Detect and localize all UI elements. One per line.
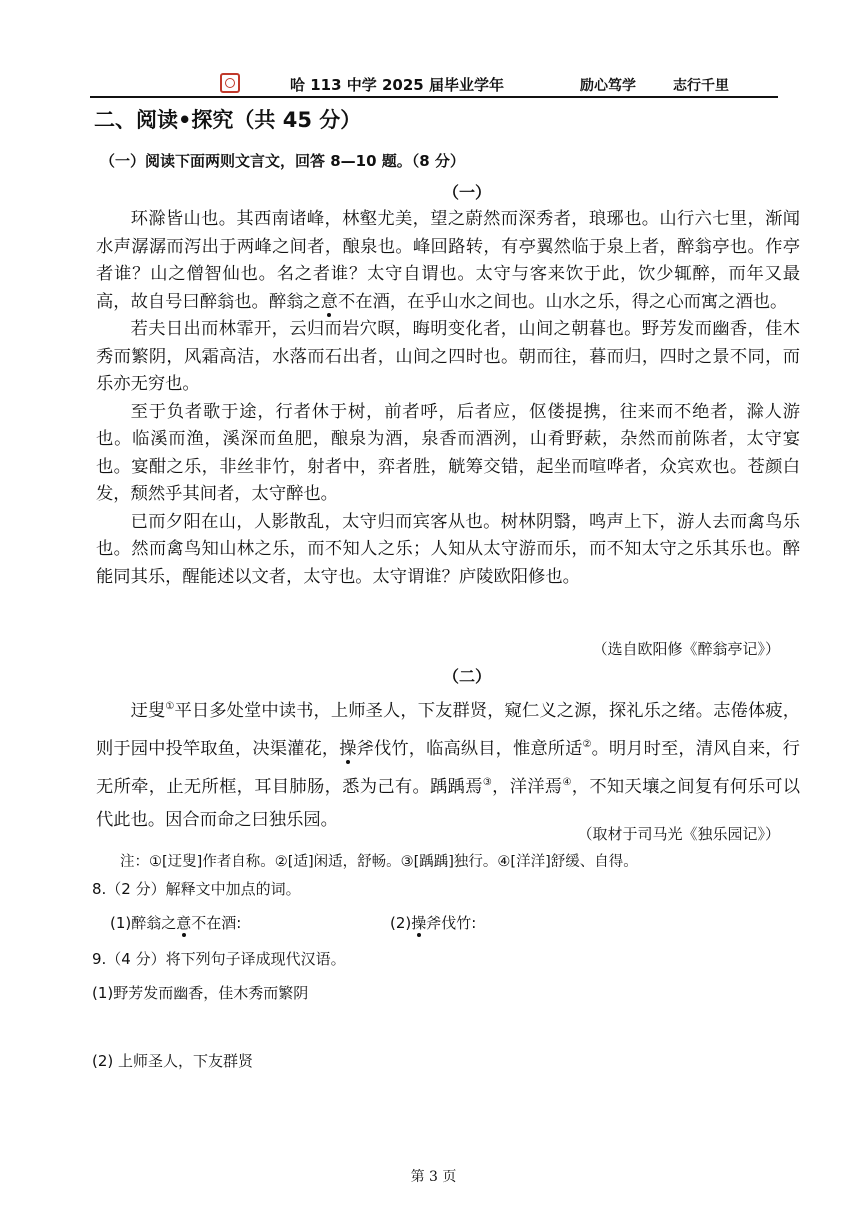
text-run: ，洋洋焉 [492,776,563,797]
text-run: (2) [390,914,412,932]
text-run: 。明月时至，清风自来，行无所牵，止无所框，耳目肺肠，悉为己有。踽踽焉 [96,738,800,797]
footnote-marker: ① [165,701,175,712]
footnotes: 注：①[迂叟]作者自称。②[适]闲适，舒畅。③[踽踽]独行。④[洋洋]舒缓、自得。 [120,854,638,870]
text-run: 不在酒，在乎山水之间也。山水之乐，得之心而寓之酒也。 [337,291,788,312]
text-run: (1)醉翁之 [110,914,177,932]
text-run: 斧伐竹: [426,914,477,932]
passage-1-paragraph-3: 至于负者歌于途，行者休于树，前者呼，后者应，伛偻提携，往来而不绝者，滁人游也。临溪而渔，溪深而鱼肥，酿泉为酒，泉香而酒洌，山肴野蔌，杂然而前陈者，太守宴也。宴酣之乐，非丝非竹，射者中，弈者胜，觥筹交错，起坐而喧哗者，众宾欢也。苍颜白发，颓然乎其间者，太守醉也。 [96,401,800,504]
passage-1-paragraph-1 [96,206,800,316]
passage-1-source: （选自欧阳修《醉翁亭记》） [592,640,780,658]
motto-2: 志行千里 [673,78,729,94]
question-9-item-1: (1)野芳发而幽香，佳木秀而繁阴 [92,984,309,1002]
dotted-word: 意 [320,291,338,312]
question-9-stem: 9.（4 分）将下列句子译成现代汉语。 [92,950,346,968]
passage-1-paragraph-2: 若夫日出而林霏开，云归而岩穴暝，晦明变化者，山间之朝暮也。野芳发而幽香，佳木秀而繁阴，风霜高洁，水落而石出者，山间之四时也。朝而往，暮而归，四时之景不同，而乐亦无穷也。 [96,319,800,394]
question-8-item-2 [390,912,476,933]
dotted-word: 操 [339,738,357,759]
footnote-marker: ④ [562,776,572,788]
motto-1: 励心笃学 [580,78,636,94]
part-2-title: （二） [443,667,492,686]
footnote-marker: ③ [482,776,493,788]
text-run: 平日多处堂中读书，上师圣人，下友群贤，窥仁义之源，探礼乐之绪。志倦体疲，则于园中投竿取鱼，决渠灌花， [96,700,800,759]
passage-1 [96,206,800,591]
question-9-item-2: (2) 上师圣人，下友群贤 [92,1052,254,1070]
passage-2 [96,690,800,837]
part-1-title: （一） [443,183,492,202]
school-logo-icon [220,73,240,93]
question-8-stem: 8.（2 分）解释文中加点的词。 [92,880,301,898]
text-run: 迂叟 [130,700,166,721]
dotted-word: 意 [176,914,192,932]
school-name: 哈 113 中学 2025 届毕业学年 [290,76,504,94]
page-number: 第 3 页 [410,1169,457,1185]
footnote-marker: ② [582,738,592,750]
sub-heading: （一）阅读下面两则文言文，回答 8—10 题。（8 分） [100,152,465,170]
text-run: 不在酒: [191,914,242,932]
passage-2-paragraph [96,690,800,837]
text-run: 环滁皆山也。其西南诸峰，林壑尤美，望之蔚然而深秀者，琅琊也。山行六七里，渐闻水声潺潺而泻出于两峰之间者，酿泉也。峰回路转，有亭翼然临于泉上者，醉翁亭也。作亭者谁？山之僧智仙也。名之者谁？太守自谓也。太守与客来饮于此，饮少辄醉，而年又最高，故自号曰醉翁也。醉翁之 [96,209,800,312]
page-header [90,72,778,98]
passage-2-source: （取材于司马光《独乐园记》） [577,825,780,843]
text-run: 斧伐竹，临高纵目，惟意所适 [356,738,583,759]
text-run: ，不知天壤之间复有何乐可以代此也。因合而命之曰独乐园。 [96,776,801,831]
passage-1-paragraph-4: 已而夕阳在山，人影散乱，太守归而宾客从也。树林阴翳，鸣声上下，游人去而禽鸟乐也。然而禽鸟知山林之乐，而不知人之乐；人知从太守游而乐，而不知太守之乐其乐也。醉能同其乐，醒能述以文者，太守也。太守谓谁？庐陵欧阳修也。 [96,511,800,587]
dotted-word: 操 [411,914,427,932]
question-8-item-1 [110,912,241,933]
section-title: 二、阅读•探究（共 45 分） [94,108,362,132]
